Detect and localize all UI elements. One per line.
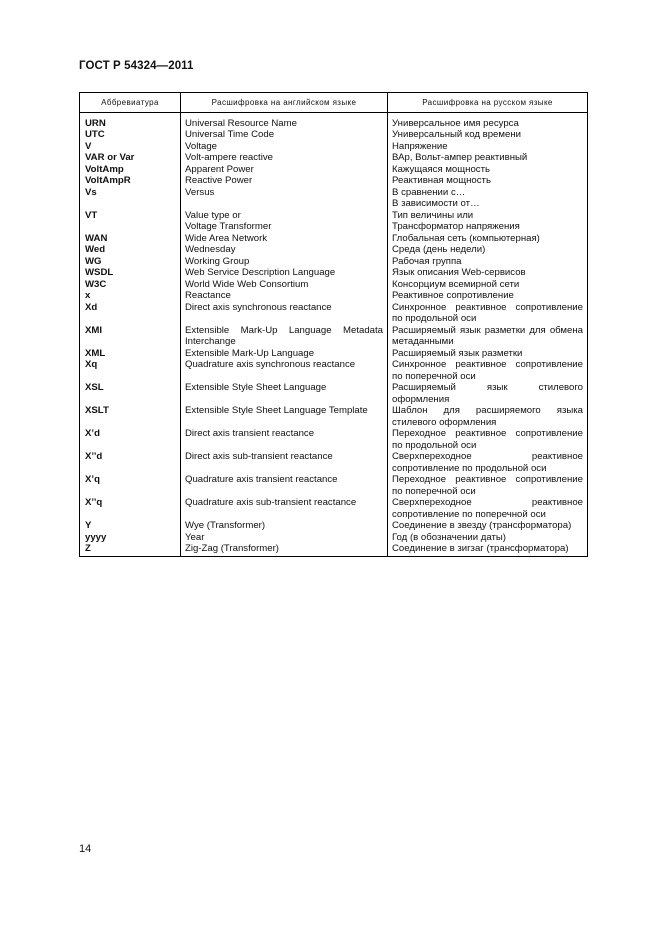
russian-text: Синхронное реактивное сопротивление по продольной оси xyxy=(392,301,583,324)
english-text: Volt-ampere reactive xyxy=(185,152,273,163)
abbreviation-cell: XSL xyxy=(80,382,181,405)
table-row xyxy=(80,451,588,474)
russian-expansion-cell xyxy=(388,129,588,141)
russian-text: Консорциум всемирной сети xyxy=(392,278,520,290)
english-text: Quadrature axis transient reactance xyxy=(185,474,338,485)
english-text: Direct axis transient reactance xyxy=(185,428,315,439)
russian-text: В зависимости от… xyxy=(392,198,480,209)
column-header-abbreviation: Аббревиатура xyxy=(80,93,181,113)
russian-expansion-cell xyxy=(388,497,588,520)
english-expansion-cell xyxy=(181,129,388,141)
abbreviation-cell: Xq xyxy=(80,359,181,382)
russian-text: Тип величины или xyxy=(392,209,474,221)
english-text: Reactance xyxy=(185,290,231,301)
russian-text: Год (в обозначении даты) xyxy=(392,531,506,543)
english-expansion-cell xyxy=(181,543,388,556)
table-row xyxy=(80,129,588,141)
table-row xyxy=(80,233,588,245)
russian-text: Переходное реактивное сопротивление по поперечной оси xyxy=(392,474,583,497)
english-text: World Wide Web Consortium xyxy=(185,278,309,290)
english-text: Wye (Transformer) xyxy=(185,520,266,531)
table-row xyxy=(80,382,588,405)
russian-expansion-cell xyxy=(388,164,588,176)
russian-text: Язык описания Web-сервисов xyxy=(392,267,526,278)
english-expansion-cell xyxy=(181,474,388,497)
russian-text: Сверхпереходное реактивное сопротивление по продольной оси xyxy=(392,451,583,474)
english-expansion-cell xyxy=(181,497,388,520)
abbreviation-cell: WAN xyxy=(80,233,181,245)
russian-text: Глобальная сеть (компьютерная) xyxy=(392,232,540,244)
abbreviation-cell: Y xyxy=(80,520,181,532)
table-row xyxy=(80,520,588,532)
russian-expansion-cell xyxy=(388,474,588,497)
table-body xyxy=(80,112,588,556)
russian-expansion-cell xyxy=(388,256,588,268)
abbreviation-cell: W3C xyxy=(80,279,181,291)
english-expansion-cell xyxy=(181,175,388,187)
russian-text: Соединение в зигзаг (трансформатора) xyxy=(392,543,569,554)
english-text: Voltage xyxy=(185,140,218,152)
english-text: Extensible Mark-Up Language xyxy=(185,347,315,359)
russian-expansion-cell xyxy=(388,325,588,348)
table-row xyxy=(80,405,588,428)
russian-text: Синхронное реактивное сопротивление по поперечной оси xyxy=(392,359,583,382)
russian-text: Напряжение xyxy=(392,140,448,152)
russian-expansion-cell xyxy=(388,532,588,544)
english-text: Quadrature axis synchronous reactance xyxy=(185,359,356,370)
abbreviation-cell: WSDL xyxy=(80,267,181,279)
abbreviation-cell: x xyxy=(80,290,181,302)
abbreviations-table xyxy=(79,92,588,557)
abbreviation-cell: XMI xyxy=(80,325,181,348)
english-expansion-cell xyxy=(181,290,388,302)
english-text: Extensible Style Sheet Language xyxy=(185,382,327,393)
russian-expansion-cell xyxy=(388,451,588,474)
table-row xyxy=(80,290,588,302)
russian-text: Кажущаяся мощность xyxy=(392,163,490,175)
abbreviation-cell: VT xyxy=(80,210,181,233)
english-text: Quadrature axis sub-transient reactance xyxy=(185,497,357,508)
russian-expansion-cell xyxy=(388,152,588,164)
english-text: Versus xyxy=(185,186,215,198)
abbreviation-cell: Xd xyxy=(80,302,181,325)
russian-text: Сверхпереходное реактивное сопротивление по поперечной оси xyxy=(392,497,583,520)
column-header-russian: Расшифровка на русском языке xyxy=(388,93,588,113)
russian-expansion-cell xyxy=(388,175,588,187)
english-text: Value type or xyxy=(185,209,241,221)
abbreviation-cell: X’q xyxy=(80,474,181,497)
russian-expansion-cell xyxy=(388,359,588,382)
abbreviation-cell: WG xyxy=(80,256,181,268)
page-number: 14 xyxy=(79,843,92,855)
abbreviation-cell: yyyy xyxy=(80,532,181,544)
russian-text: Трансформатор напряжения xyxy=(392,221,520,232)
english-expansion-cell xyxy=(181,187,388,210)
english-text: Apparent Power xyxy=(185,163,254,175)
russian-expansion-cell xyxy=(388,267,588,279)
russian-text: Универсальный код времени xyxy=(392,129,521,140)
english-text: Direct axis synchronous reactance xyxy=(185,301,332,313)
english-expansion-cell xyxy=(181,532,388,544)
english-text: Wide Area Network xyxy=(185,232,268,244)
english-expansion-cell xyxy=(181,164,388,176)
russian-text: Реактивное сопротивление xyxy=(392,290,514,301)
russian-text: Реактивная мощность xyxy=(392,175,491,186)
english-text: Universal Time Code xyxy=(185,129,275,140)
table-row xyxy=(80,428,588,451)
table-row xyxy=(80,187,588,210)
russian-text: Универсальное имя ресурса xyxy=(392,117,519,129)
table-row xyxy=(80,474,588,497)
table-row xyxy=(80,532,588,544)
table-row xyxy=(80,256,588,268)
table-row xyxy=(80,267,588,279)
table-row xyxy=(80,359,588,382)
table-row xyxy=(80,210,588,233)
english-expansion-cell xyxy=(181,152,388,164)
table-row xyxy=(80,175,588,187)
abbreviation-cell: VoltAmp xyxy=(80,164,181,176)
russian-text: Расширяемый язык разметки xyxy=(392,347,523,359)
english-expansion-cell xyxy=(181,325,388,348)
russian-text: Переходное реактивное сопротивление по продольной оси xyxy=(392,428,583,451)
russian-expansion-cell xyxy=(388,279,588,291)
english-expansion-cell xyxy=(181,428,388,451)
abbreviation-cell: URN xyxy=(80,112,181,129)
abbreviation-cell: X’’q xyxy=(80,497,181,520)
table-row xyxy=(80,112,588,129)
russian-expansion-cell xyxy=(388,244,588,256)
russian-text: Соединение в звезду (трансформатора) xyxy=(392,520,572,531)
english-expansion-cell xyxy=(181,348,388,360)
english-expansion-cell xyxy=(181,359,388,382)
russian-expansion-cell xyxy=(388,141,588,153)
table-row xyxy=(80,244,588,256)
russian-expansion-cell xyxy=(388,520,588,532)
russian-expansion-cell xyxy=(388,187,588,210)
english-text: Extensible Style Sheet Language Template xyxy=(185,405,368,416)
english-text: Zig-Zag (Transformer) xyxy=(185,543,279,554)
table-row xyxy=(80,543,588,556)
english-expansion-cell xyxy=(181,520,388,532)
english-expansion-cell xyxy=(181,141,388,153)
english-text: Web Service Description Language xyxy=(185,267,336,278)
table-row xyxy=(80,141,588,153)
column-header-english: Расшифровка на английском языке xyxy=(181,93,388,113)
english-expansion-cell xyxy=(181,302,388,325)
russian-text: В сравнении с… xyxy=(392,186,466,198)
english-expansion-cell xyxy=(181,210,388,233)
abbreviation-cell: X’’d xyxy=(80,451,181,474)
abbreviation-cell: XML xyxy=(80,348,181,360)
english-expansion-cell xyxy=(181,267,388,279)
english-text: Wednesday xyxy=(185,244,236,255)
russian-text: Расширяемый язык стилевого оформления xyxy=(392,382,583,405)
russian-expansion-cell xyxy=(388,382,588,405)
russian-expansion-cell xyxy=(388,112,588,129)
english-expansion-cell xyxy=(181,112,388,129)
english-expansion-cell xyxy=(181,279,388,291)
english-expansion-cell xyxy=(181,382,388,405)
table-header xyxy=(80,93,588,113)
table-row xyxy=(80,497,588,520)
abbreviation-cell: VoltAmpR xyxy=(80,175,181,187)
english-text: Working Group xyxy=(185,255,250,267)
english-expansion-cell xyxy=(181,405,388,428)
russian-text: Расширяемый язык разметки для обмена метаданными xyxy=(392,324,583,347)
english-text: Reactive Power xyxy=(185,175,253,186)
russian-expansion-cell xyxy=(388,302,588,325)
abbreviation-cell: Z xyxy=(80,543,181,556)
abbreviation-cell: XSLT xyxy=(80,405,181,428)
table-row xyxy=(80,152,588,164)
russian-expansion-cell xyxy=(388,233,588,245)
document-code: ГОСТ Р 54324—2011 xyxy=(79,60,194,72)
russian-expansion-cell xyxy=(388,543,588,556)
english-expansion-cell xyxy=(181,256,388,268)
russian-expansion-cell xyxy=(388,290,588,302)
english-expansion-cell xyxy=(181,451,388,474)
english-text: Extensible Mark-Up Language Metadata Interchange xyxy=(185,324,383,347)
russian-text: ВАр, Вольт-ампер реактивный xyxy=(392,152,528,163)
russian-expansion-cell xyxy=(388,405,588,428)
table-row xyxy=(80,348,588,360)
abbreviation-cell: Vs xyxy=(80,187,181,210)
table-row xyxy=(80,302,588,325)
russian-text: Шаблон для расширяемого языка стилевого оформления xyxy=(392,405,583,428)
abbreviation-cell: VAR or Var xyxy=(80,152,181,164)
russian-expansion-cell xyxy=(388,428,588,451)
russian-expansion-cell xyxy=(388,348,588,360)
english-text: Year xyxy=(185,531,205,543)
russian-text: Рабочая группа xyxy=(392,255,462,267)
english-expansion-cell xyxy=(181,244,388,256)
abbreviation-cell: V xyxy=(80,141,181,153)
abbreviation-cell: Wed xyxy=(80,244,181,256)
english-expansion-cell xyxy=(181,233,388,245)
russian-expansion-cell xyxy=(388,210,588,233)
table-row xyxy=(80,325,588,348)
abbreviation-cell: X’d xyxy=(80,428,181,451)
table-row xyxy=(80,164,588,176)
english-text: Direct axis sub-transient reactance xyxy=(185,451,333,462)
table-row xyxy=(80,279,588,291)
english-text: Voltage Transformer xyxy=(185,221,272,232)
russian-text: Среда (день недели) xyxy=(392,244,486,255)
abbreviation-cell: UTC xyxy=(80,129,181,141)
english-text: Universal Resource Name xyxy=(185,117,297,129)
